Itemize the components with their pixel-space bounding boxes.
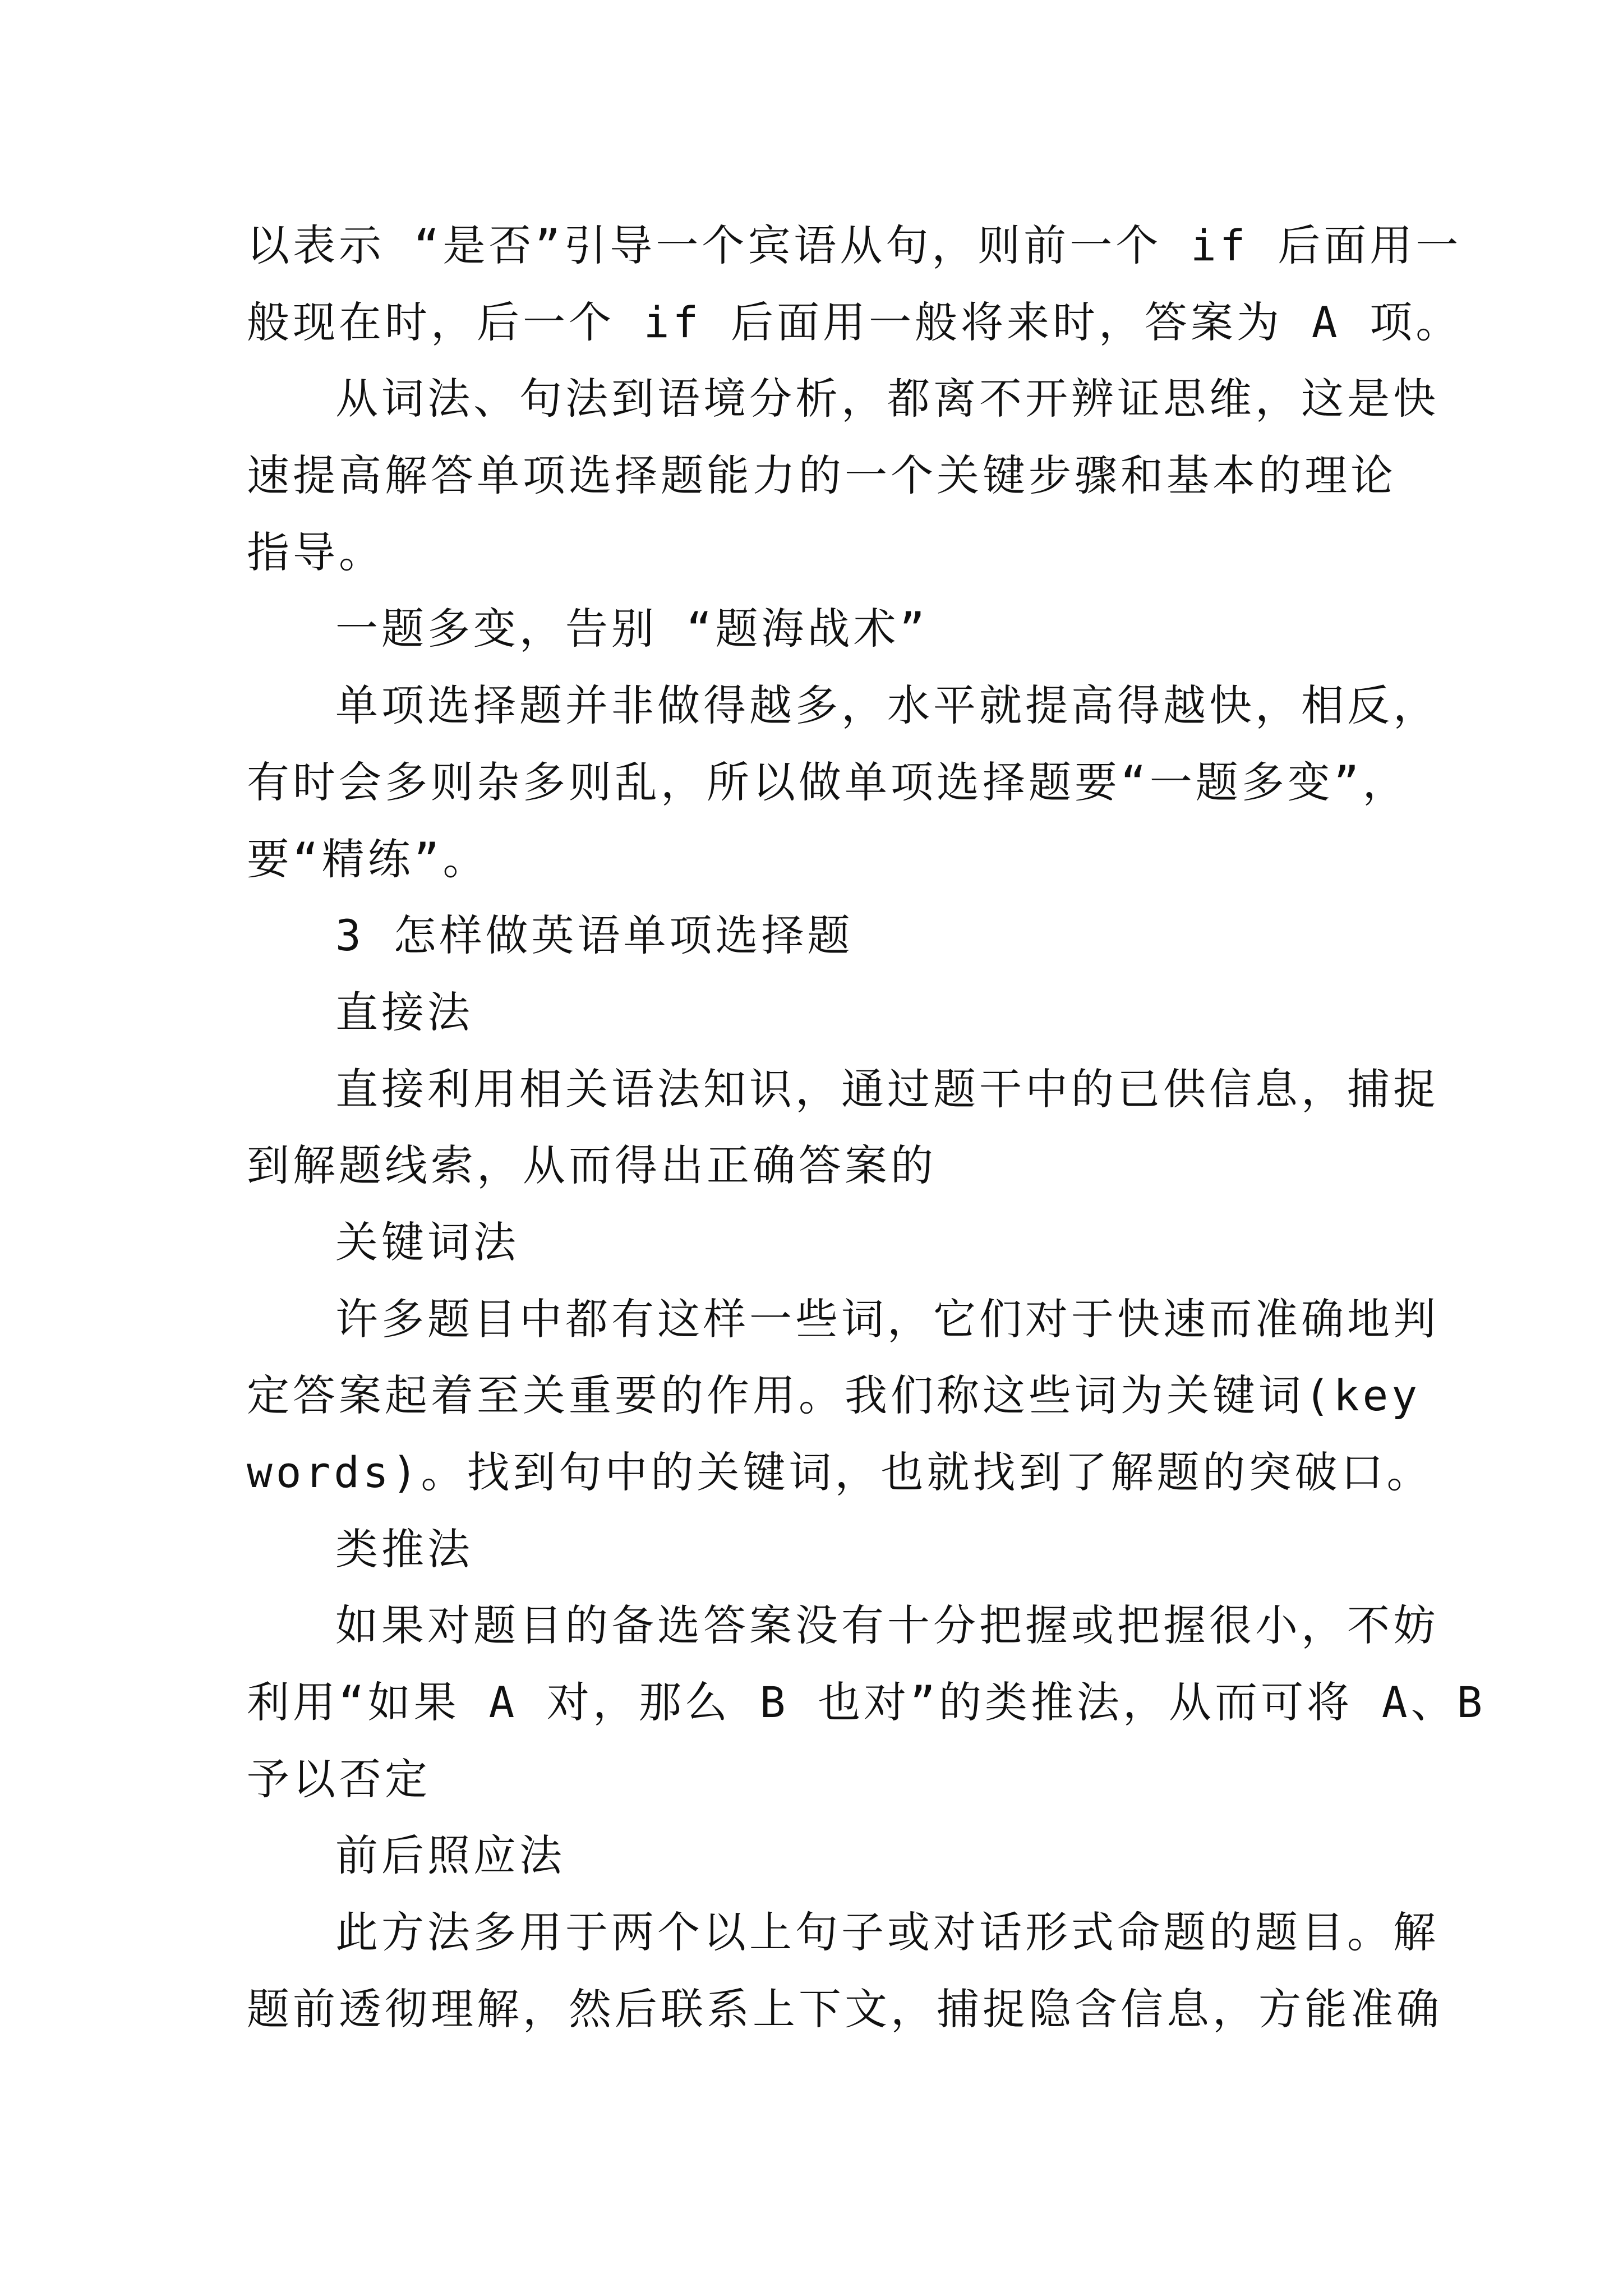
paragraph-line: 以表示 “是否”引导一个宾语从句，则前一个 if 后面用一 (247, 220, 1462, 270)
method-heading: 前后照应法 (335, 1830, 565, 1881)
paragraph-line: 许多题目中都有这样一些词，它们对于快速而准确地判 (335, 1294, 1439, 1344)
paragraph-line: 般现在时，后一个 if 后面用一般将来时，答案为 A 项。 (247, 297, 1462, 347)
method-heading: 关键词法 (335, 1217, 519, 1267)
paragraph-line: 定答案起着至关重要的作用。我们称这些词为关键词(key (247, 1370, 1421, 1421)
paragraph-line: 到解题线索，从而得出正确答案的 (247, 1140, 937, 1191)
paragraph-line: 要“精练”。 (247, 834, 489, 884)
paragraph-line: 直接利用相关语法知识，通过题干中的已供信息，捕捉 (335, 1064, 1439, 1114)
method-heading: 类推法 (335, 1524, 473, 1574)
paragraph-line: 此方法多用于两个以上句子或对话形式命题的题目。解 (335, 1907, 1439, 1958)
paragraph-line: 从词法、句法到语境分析，都离不开辨证思维，这是快 (335, 374, 1439, 424)
paragraph-line: 指导。 (247, 527, 385, 577)
paragraph-line: 利用“如果 A 对，那么 B 也对”的类推法，从而可将 A、B (247, 1677, 1486, 1728)
document-body (247, 208, 1486, 2048)
paragraph-line: 题前透彻理解，然后联系上下文，捕捉隐含信息，方能准确 (247, 1984, 1442, 2034)
paragraph-line: 单项选择题并非做得越多，水平就提高得越快，相反， (335, 680, 1439, 731)
method-heading: 直接法 (335, 987, 473, 1037)
paragraph-line: 予以否定 (247, 1754, 431, 1804)
section-heading: 一题多变，告别 “题海战术” (335, 604, 929, 654)
paragraph-line: 速提高解答单项选择题能力的一个关键步骤和基本的理论 (247, 450, 1396, 501)
paragraph-line: 有时会多则杂多则乱，所以做单项选择题要“一题多变”， (247, 757, 1409, 807)
paragraph-line: 如果对题目的备选答案没有十分把握或把握很小，不妨 (335, 1600, 1439, 1651)
section-heading: 3 怎样做英语单项选择题 (335, 910, 854, 961)
paragraph-line: words)。找到句中的关键词，也就找到了解题的突破口。 (247, 1447, 1433, 1497)
